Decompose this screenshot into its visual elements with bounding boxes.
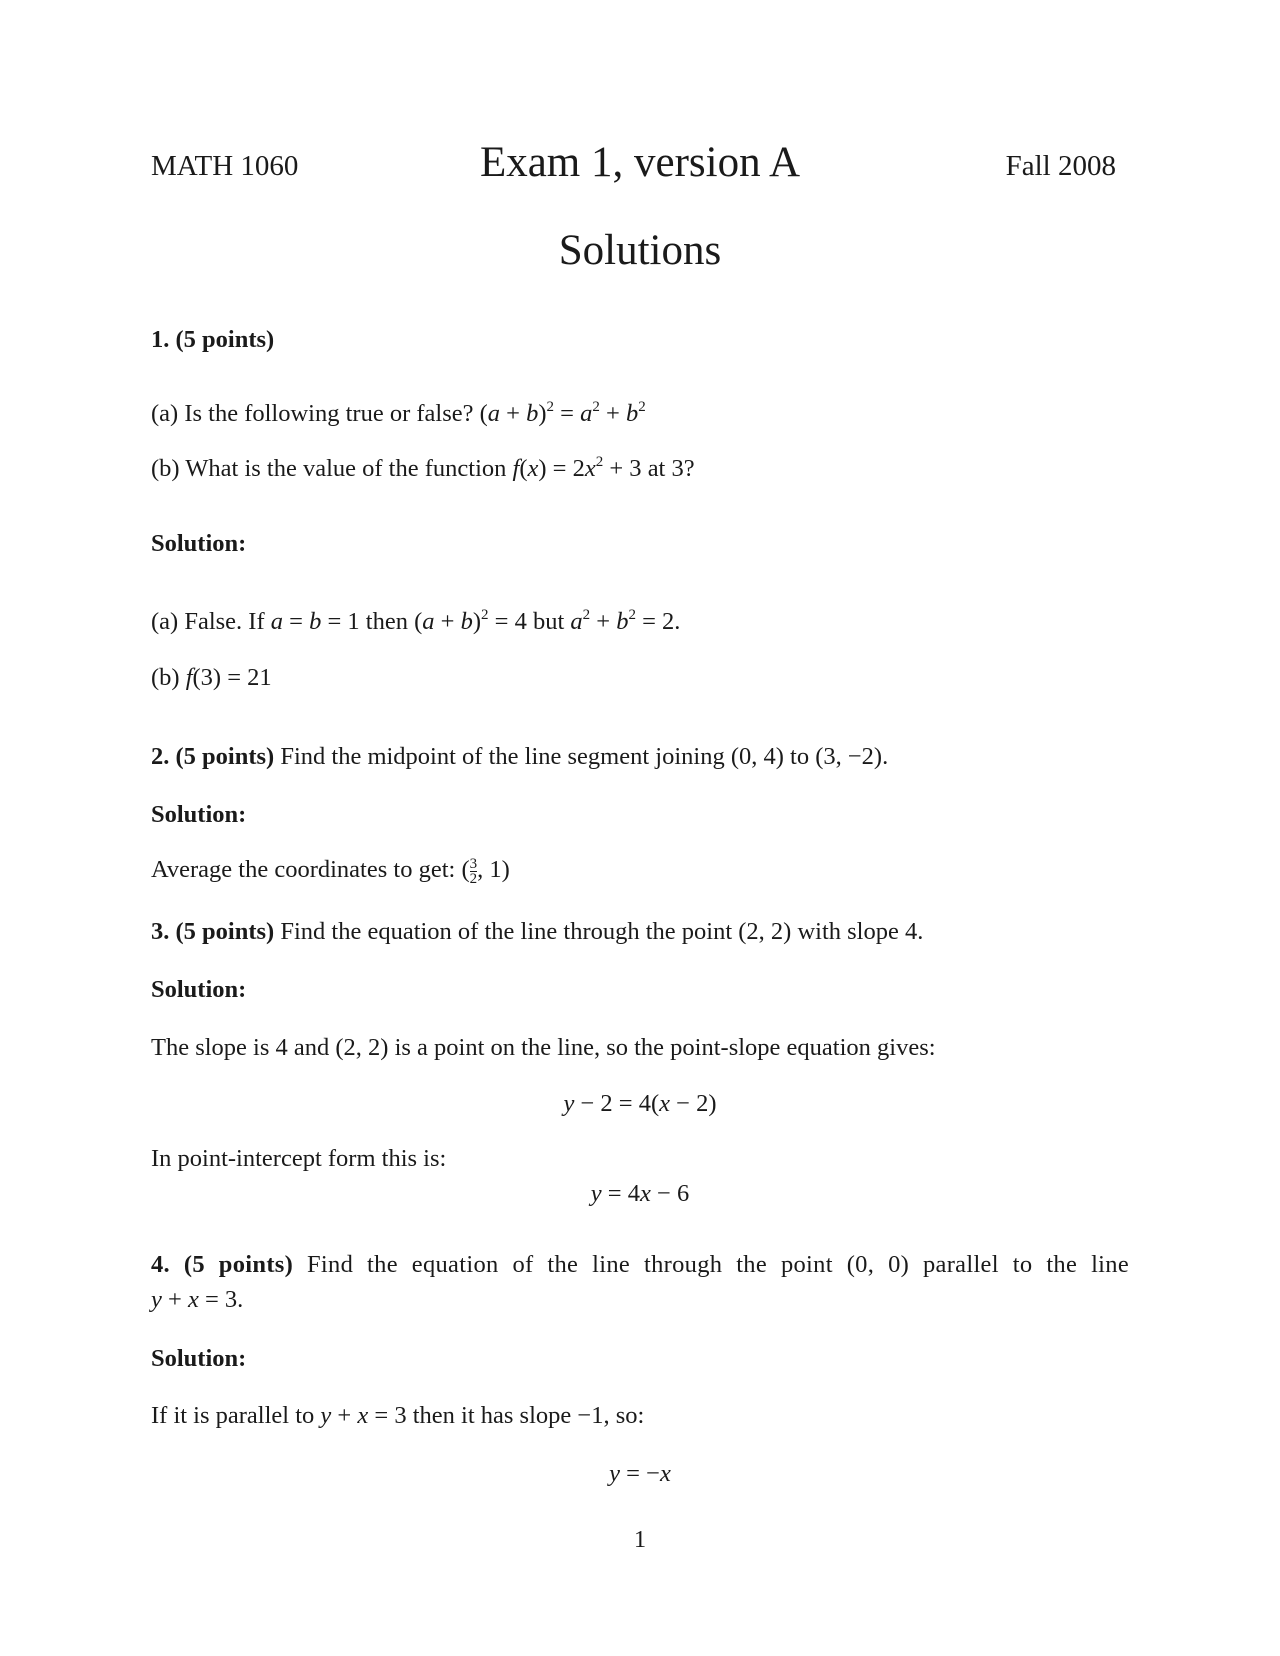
q3-text: Find the equation of the line through the point (2, 2) with slope 4. — [280, 918, 924, 945]
q1-heading: 1. (5 points) — [151, 326, 275, 353]
q4-line-equation: y + x = 3. — [151, 1286, 244, 1313]
page-number: 1 — [633, 1526, 647, 1553]
q2-midpoint: ( $\frac{3}{2}$ , 1) — [461, 855, 510, 887]
q1-a-text: Is the following true or false? — [184, 400, 474, 427]
exam-term: Fall 2008 — [1005, 150, 1116, 182]
q2-text: Find the midpoint of the line segment joining (0, 4) to (3, −2). — [280, 743, 889, 770]
q4-heading: 4. (5 points) — [151, 1251, 294, 1278]
q4-sol-math: y + x = 3 — [320, 1402, 407, 1429]
q3-line — [151, 918, 923, 946]
q4-sol-text-b: then it has slope −1, so: — [412, 1402, 645, 1429]
q1-sa-math: a = b = 1 then $(a + b)^2 = 4$ but $a^2 + b^2 = 2$. — [270, 607, 681, 635]
q3-solution-text-2: In point-intercept form this is: — [151, 1145, 447, 1172]
course-code: MATH 1060 — [151, 150, 299, 182]
q1-part-a — [151, 400, 646, 428]
q3-solution-text: The slope is 4 and (2, 2) is a point on the line, so the point-slope equation gives: — [151, 1034, 936, 1061]
q1-sa-label: (a) — [151, 608, 179, 635]
q1-solution-b — [151, 664, 272, 692]
q1-part-b — [151, 455, 695, 483]
q2-answer — [151, 856, 510, 886]
q1-a-label: (a) — [151, 400, 179, 427]
q4-text: Find the equation of the line through the point (0, 0) parallel to the line — [307, 1251, 1130, 1278]
q2-heading: 2. (5 points) — [151, 743, 275, 770]
q4-solution-label: Solution: — [151, 1345, 247, 1372]
exam-subtitle: Solutions — [558, 227, 722, 274]
q3-intercept-equation: y = 4x − 6 — [590, 1180, 690, 1207]
q1-b-function: $f(x) = 2x^2 + 3$ — [512, 454, 642, 482]
q3-point-slope-equation: y − 2 = 4(x − 2) — [563, 1090, 717, 1117]
q2-solution-label: Solution: — [151, 801, 247, 828]
q1-b-text: What is the value of the function — [185, 455, 507, 482]
q4-answer-equation: y = −x — [609, 1460, 671, 1487]
exam-title: Exam 1, version A — [479, 139, 801, 186]
q1-solution-label: Solution: — [151, 530, 247, 557]
q1-sb-math: f(3) = 21 — [185, 664, 272, 691]
q2-answer-text: Average the coordinates to get: — [151, 856, 456, 883]
q1-sb-label: (b) — [151, 664, 180, 691]
q3-heading: 3. (5 points) — [151, 918, 275, 945]
q4-line — [151, 1251, 1129, 1279]
q1-b-tail: at 3? — [647, 455, 695, 482]
q1-b-label: (b) — [151, 455, 180, 482]
q1-a-equation: $(a + b)^2 = a^2 + b^2$ — [479, 399, 646, 427]
fraction: $\frac{3}{2}$ — [469, 855, 478, 887]
q4-solution-text — [151, 1402, 644, 1430]
q2-line — [151, 743, 888, 771]
q4-sol-text-a: If it is parallel to — [151, 1402, 315, 1429]
q3-solution-label: Solution: — [151, 976, 247, 1003]
q1-solution-a — [151, 608, 680, 636]
q1-sa-text: False. If — [184, 608, 265, 635]
